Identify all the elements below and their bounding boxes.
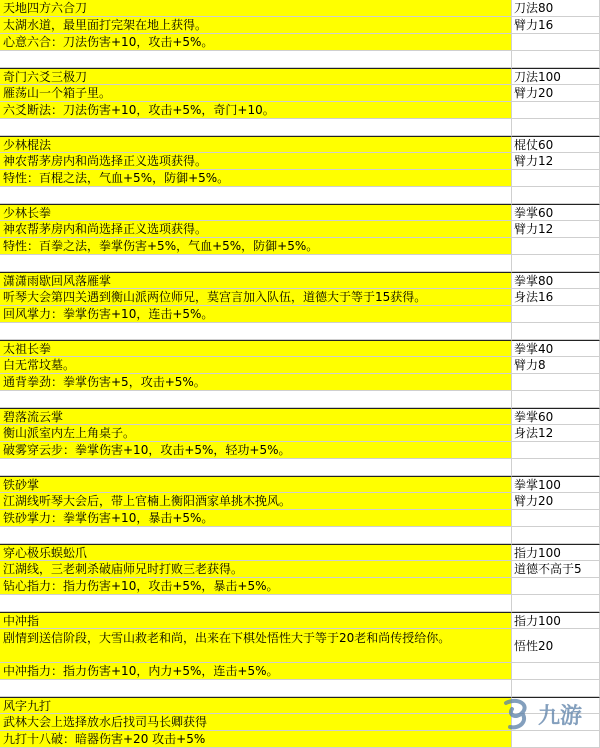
table-row [0,289,600,306]
table-row [0,561,600,578]
skill-cell[interactable]: 铁砂掌 [0,476,512,493]
table-row [0,595,600,612]
table-row [0,629,600,663]
table-row [0,204,600,221]
requirement-cell[interactable] [512,102,600,119]
skill-cell[interactable]: 九打十八破：暗器伤害+20 攻击+5% [0,731,512,748]
table-row [0,544,600,561]
table-row [0,680,600,697]
requirement-cell[interactable]: 拳掌80 [512,272,600,289]
table-row [0,731,600,748]
skill-cell[interactable]: 钻心指力：指力伤害+10，攻击+5%，暴击+5%。 [0,578,512,595]
skill-cell[interactable] [0,527,512,544]
skill-cell[interactable]: 少林棍法 [0,136,512,153]
skill-cell[interactable]: 中冲指力：指力伤害+10，内力+5%，连击+5%。 [0,663,512,680]
table-row [0,493,600,510]
skill-cell[interactable] [0,323,512,340]
requirement-cell[interactable]: 棍仗60 [512,136,600,153]
skill-cell[interactable]: 奇门六爻三极刀 [0,68,512,85]
skill-cell[interactable] [0,391,512,408]
table-row [0,459,600,476]
skill-cell[interactable]: 听琴大会第四关遇到衡山派两位师兄，莫宫言加入队伍，道德大于等于15获得。 [0,289,512,306]
skill-cell[interactable]: 碧落流云掌 [0,408,512,425]
requirement-cell[interactable] [512,595,600,612]
watermark-brand: 九游 [538,704,583,729]
skill-cell[interactable]: 天地四方六合刀 [0,0,512,17]
requirement-cell[interactable] [512,51,600,68]
table-row [0,323,600,340]
skill-cell[interactable]: 白无常坟墓。 [0,357,512,374]
table-row [0,17,600,34]
skill-cell[interactable]: 回风掌力：拳掌伤害+10，连击+5%。 [0,306,512,323]
table-row [0,510,600,527]
skill-cell[interactable]: 江湖线听琴大会后，带上官楠上衡阳酒家单挑木挽风。 [0,493,512,510]
requirement-cell[interactable]: 身法16 [512,289,600,306]
skill-cell[interactable]: 铁砂掌力：拳掌伤害+10，暴击+5%。 [0,510,512,527]
requirement-cell[interactable] [512,731,600,748]
table-row [0,408,600,425]
table-row [0,663,600,680]
skill-cell[interactable]: 特性：百拳之法，拳掌伤害+5%，气血+5%，防御+5%。 [0,238,512,255]
requirement-cell[interactable] [512,578,600,595]
table-row [0,34,600,51]
skill-cell[interactable] [0,255,512,272]
requirement-cell[interactable]: 臂力12 [512,153,600,170]
table-row [0,51,600,68]
table-row [0,527,600,544]
table-row [0,374,600,391]
skill-cell[interactable]: 破雾穿云步：拳掌伤害+10，攻击+5%，轻功+5%。 [0,442,512,459]
skill-cell[interactable]: 中冲指 [0,612,512,629]
skill-cell[interactable] [0,680,512,697]
jiuyou-logo-icon [500,697,592,731]
skill-cell[interactable] [0,119,512,136]
requirement-cell[interactable] [512,374,600,391]
table-row [0,68,600,85]
requirement-cell[interactable]: 臂力12 [512,221,600,238]
skill-cell[interactable]: 剧情到送信阶段，大雪山救老和尚，出来在下棋处悟性大于等于20老和尚传授给你。 [0,629,512,663]
table-row [0,102,600,119]
skill-cell[interactable] [0,595,512,612]
requirement-cell[interactable] [512,663,600,680]
requirement-cell[interactable]: 指力100 [512,612,600,629]
table-row [0,221,600,238]
requirement-cell[interactable] [512,306,600,323]
requirement-cell[interactable] [512,238,600,255]
table-row [0,391,600,408]
requirement-cell[interactable]: 臂力20 [512,493,600,510]
jiuyou-watermark [500,697,592,731]
table-row [0,153,600,170]
requirement-cell[interactable] [512,442,600,459]
requirement-cell[interactable]: 指力100 [512,544,600,561]
requirement-cell[interactable]: 道德不高于5 [512,561,600,578]
table-row [0,136,600,153]
requirement-cell[interactable] [512,255,600,272]
requirement-cell[interactable] [512,170,600,187]
skill-cell[interactable] [0,459,512,476]
requirement-cell[interactable] [512,391,600,408]
table-row [0,0,600,17]
requirement-cell[interactable] [512,119,600,136]
table-row [0,119,600,136]
requirement-cell[interactable]: 臂力8 [512,357,600,374]
table-row [0,255,600,272]
requirement-cell[interactable] [512,323,600,340]
requirement-cell[interactable]: 刀法100 [512,68,600,85]
requirement-cell[interactable] [512,680,600,697]
skill-cell[interactable]: 特性：百棍之法，气血+5%，防御+5%。 [0,170,512,187]
skill-cell[interactable]: 少林长拳 [0,204,512,221]
skill-cell[interactable]: 风字九打 [0,697,512,714]
table-row [0,442,600,459]
requirement-cell[interactable]: 拳掌40 [512,340,600,357]
table-row [0,272,600,289]
requirement-cell[interactable] [512,34,600,51]
skill-cell[interactable]: 雁荡山一个箱子里。 [0,85,512,102]
table-row [0,85,600,102]
table-row [0,425,600,442]
table-row [0,612,600,629]
requirement-cell[interactable]: 拳掌60 [512,408,600,425]
skill-cell[interactable]: 六爻断法：刀法伤害+10，攻击+5%，奇门+10。 [0,102,512,119]
requirement-cell[interactable]: 悟性20 [512,629,600,663]
requirement-cell[interactable]: 拳掌100 [512,476,600,493]
table-row [0,340,600,357]
table-row [0,238,600,255]
table-row [0,306,600,323]
table-row [0,187,600,204]
skill-cell[interactable] [0,51,512,68]
skill-cell[interactable]: 穿心极乐蜈蚣爪 [0,544,512,561]
skill-cell[interactable]: 通背拳劲：拳掌伤害+5，攻击+5%。 [0,374,512,391]
table-row [0,170,600,187]
requirement-cell[interactable] [512,527,600,544]
skill-cell[interactable] [0,187,512,204]
skill-cell[interactable]: 神农帮茅房内和尚选择正义选项获得。 [0,153,512,170]
skill-cell[interactable]: 神农帮茅房内和尚选择正义选项获得。 [0,221,512,238]
table-row [0,357,600,374]
requirement-cell[interactable] [512,510,600,527]
table-row [0,476,600,493]
skill-cell[interactable]: 心意六合：刀法伤害+10，攻击+5%。 [0,34,512,51]
table-row [0,578,600,595]
requirement-cell[interactable]: 臂力20 [512,85,600,102]
requirement-cell[interactable]: 身法12 [512,425,600,442]
requirement-cell[interactable] [512,459,600,476]
skill-cell[interactable]: 太祖长拳 [0,340,512,357]
requirement-cell[interactable]: 拳掌60 [512,204,600,221]
skill-cell[interactable]: 潇潇雨歇回风落雁掌 [0,272,512,289]
requirement-cell[interactable]: 臂力16 [512,17,600,34]
requirement-cell[interactable] [512,187,600,204]
requirement-cell[interactable]: 刀法80 [512,0,600,17]
skill-cell[interactable]: 衡山派室内左上角桌子。 [0,425,512,442]
skill-cell[interactable]: 太湖水道，最里面打完架在地上获得。 [0,17,512,34]
skill-cell[interactable]: 江湖线，三老刺杀破庙师兄时打败三老获得。 [0,561,512,578]
skill-cell[interactable]: 武林大会上选择放水后找司马长卿获得 [0,714,512,731]
